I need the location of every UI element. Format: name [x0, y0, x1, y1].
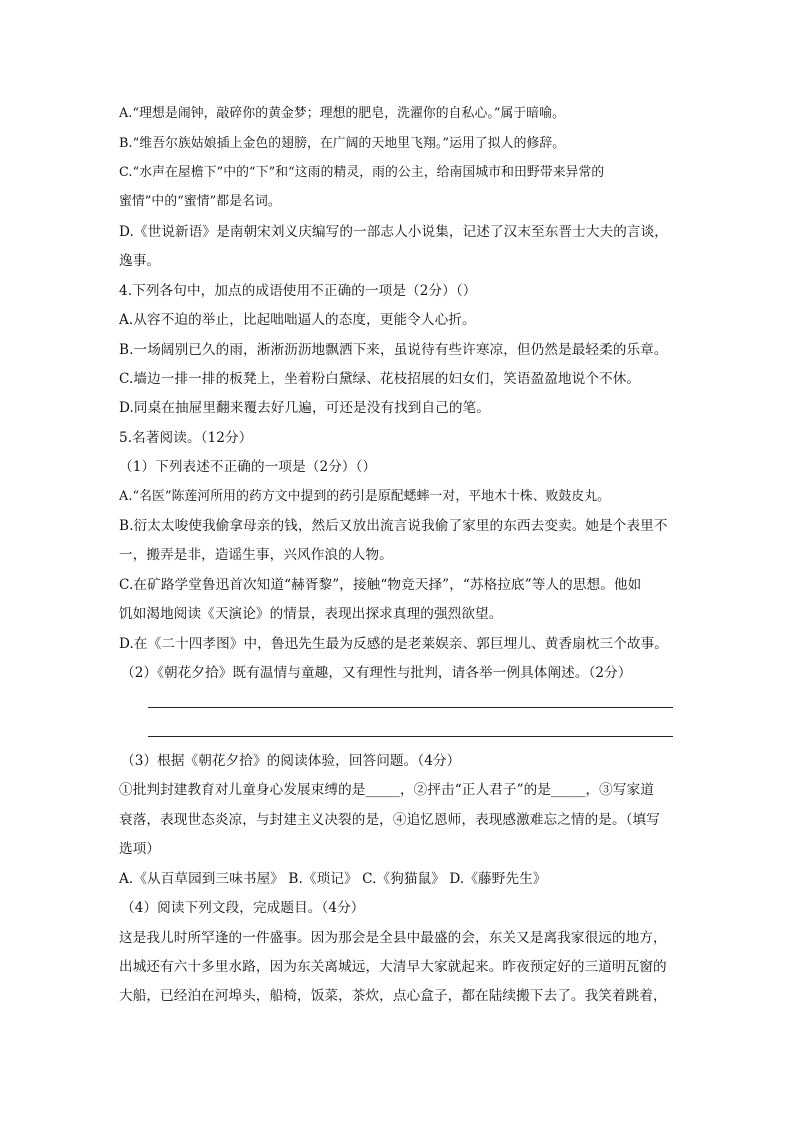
option-3b: B.“维吾尔族姑娘插上金色的翅膀，在广阔的天地里飞翔。”运用了拟人的修辞。: [119, 136, 566, 151]
option-4d: D.同桌在抽屉里翻来覆去好几遍，可还是没有找到自己的笔。: [119, 400, 490, 416]
passage-line-3: 大船，已经泊在河埠头，船椅，饭菜，茶炊，点心盒子，都在陆续搬下去了。我笑着跳着，: [119, 988, 667, 1004]
question-5-3-options: A.《从百草园到三味书屋》 B.《琐记》 C.《狗猫鼠》 D.《藤野先生》: [119, 871, 547, 887]
option-5-1c-line2: 饥如渴地阅读《天演论》的情景，表现出探求真理的强烈欲望。: [119, 606, 503, 622]
question-5-3-line3: 选项）: [119, 841, 161, 857]
answer-line-2: [148, 736, 673, 737]
option-5-1c-line1: C.在矿路学堂鲁迅首次知道“赫胥黎”，接触“物竞天择”，“苏格拉底”等人的思想。他如: [119, 577, 642, 593]
option-3a: A.“理想是闹钟，敲碎你的黄金梦；理想的肥皂，洗濯你的自私心。”属于暗喻。: [119, 106, 565, 121]
question-4: 4.下列各句中，加点的成语使用不正确的一项是（2分）（）: [119, 283, 477, 299]
question-5: 5.名著阅读。（12分）: [119, 430, 253, 446]
passage-line-2: 出城还有六十多里水路，因为东关离城远，大清早大家就起来。昨夜预定好的三道明瓦窗的: [119, 959, 667, 975]
passage-line-1: 这是我儿时所罕逢的一件盛事。因为那会是全县中最盛的会，东关又是离我家很远的地方，: [119, 930, 667, 946]
option-4b: B.一场阔别已久的雨，淅淅沥沥地飘洒下来，虽说待有些许寒凉，但仍然是最轻柔的乐章。: [119, 342, 668, 358]
option-3d-line1: D.《世说新语》是南朝宋刘义庆编写的一部志人小说集，记述了汉末至东晋士大夫的言谈，: [119, 224, 668, 240]
option-5-1b-line1: B.衍太太唆使我偷拿母亲的钱，然后又放出流言说我偷了家里的东西去变卖。她是个表里不: [119, 518, 668, 534]
answer-line-1: [148, 707, 673, 708]
option-5-1b-line2: 一，搬弄是非，造谣生事，兴风作浪的人物。: [119, 547, 393, 563]
question-5-3-line2: 衰落，表现世态炎凉，与封建主义决裂的是，④追忆恩师，表现感激难忘之情的是。（填写: [119, 812, 660, 828]
option-3d-line2: 逸事。: [119, 253, 161, 269]
option-5-1d: D.在《二十四孝图》中，鲁迅先生最为反感的是老莱娱亲、郭巨埋儿、黄香扇枕三个故事。: [119, 636, 668, 652]
question-5-3: （3）根据《朝花夕拾》的阅读体验，回答问题。（4分）: [121, 753, 461, 769]
question-5-3-line1: ①批判封建教育对儿童身心发展束缚的是_____，②抨击“正人君子”的是_____，③写家道: [119, 782, 654, 798]
option-4c: C.墙边一排一排的板凳上，坐着粉白黛绿、花枝招展的妇女们，笑语盈盈地说个不休。: [119, 371, 641, 387]
option-3c-line2: 蜜情”中的“蜜情”都是名词。: [119, 194, 281, 209]
option-4a: A.从容不迫的举止，比起咄咄逼人的态度，更能令人心折。: [119, 312, 476, 328]
option-5-1a: A.“名医”陈莲河所用的药方文中提到的药引是原配蟋蟀一对，平地木十株、败鼓皮丸。: [119, 489, 611, 504]
question-5-4: （4）阅读下列文段，完成题目。（4分）: [121, 900, 365, 916]
option-3c-line1: C.“水声在屋檐下”中的“下”和“这雨的精灵，雨的公主，给南国城市和田野带来异常的: [119, 165, 605, 180]
question-5-1: （1）下列表述不正确的一项是（2分）（）: [119, 459, 377, 475]
question-5-2: （2）《朝花夕拾》既有温情与童趣，又有理性与批判，请各举一例具体阐述。（2分）: [121, 665, 632, 681]
